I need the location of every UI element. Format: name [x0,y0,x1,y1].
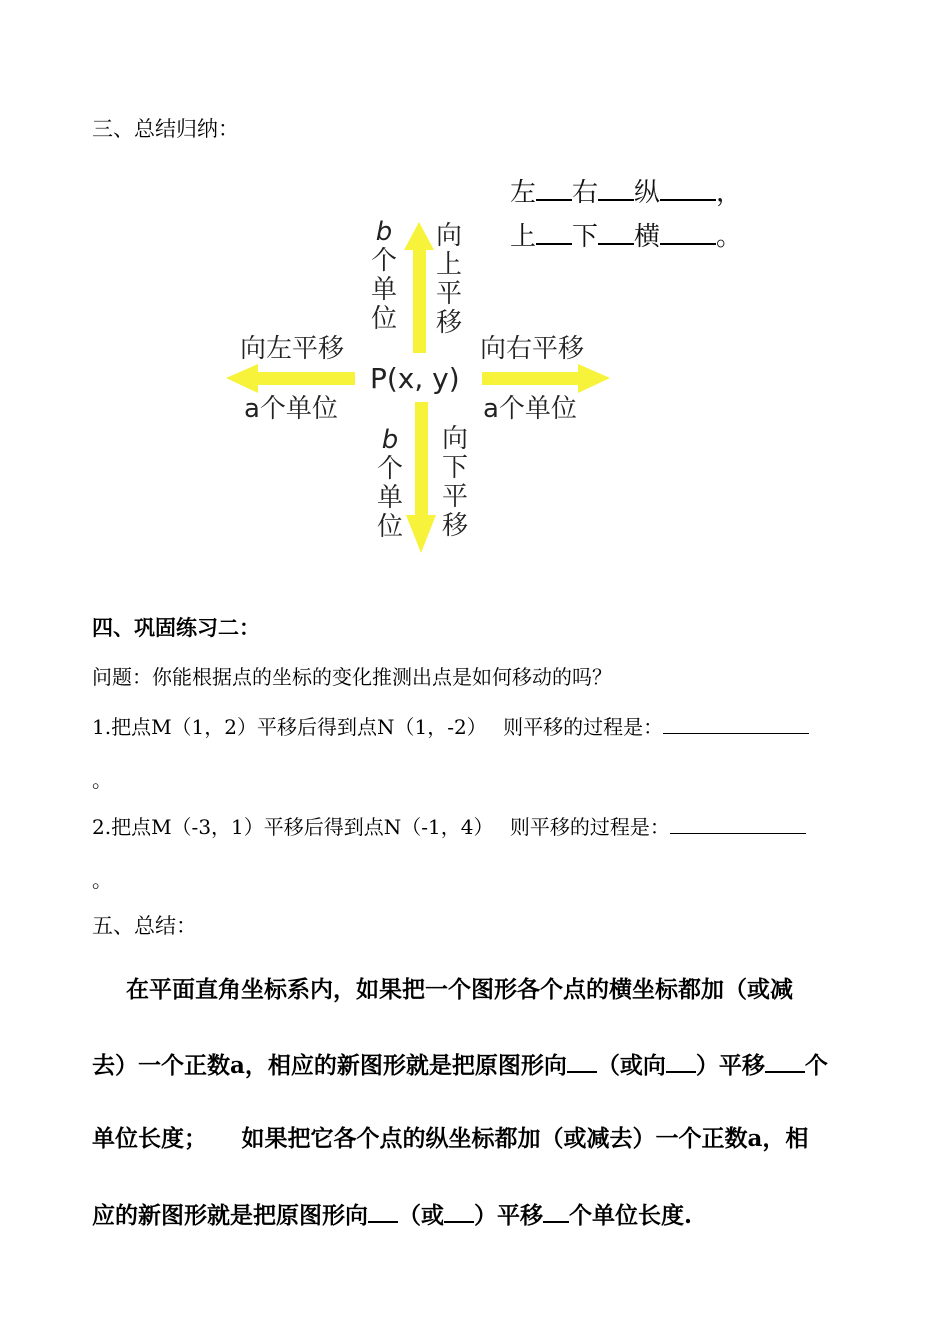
exercise-1 [92,711,809,740]
left-direction-label: 向左平移 [240,334,345,364]
rule-period: 。 [716,222,743,252]
summary-line-2-part-a: 去）一个正数a，相应的新图形就是把原图形向 [92,1052,567,1079]
rule-right: 右 [572,178,599,208]
translation-diagram [0,0,950,600]
up-units-char: 单 [370,275,398,305]
summary-line-3: 单位长度； 如果把它各个点的纵坐标都加（或减去）一个正数a，相 [92,1125,809,1152]
blank-direction-1[interactable] [567,1045,597,1073]
exercise-1-answer-blank[interactable] [663,711,809,734]
section-3-title: 三、总结归纳： [92,117,239,141]
summary-line-2-part-d: 个 [804,1052,828,1079]
section-4-title: 四、巩固练习二： [92,615,260,640]
up-dir-char: 移 [435,308,463,338]
exercise-1-end: 。 [92,768,112,792]
down-arrow [406,402,436,553]
summary-line-4-part-b: （或 [398,1202,444,1229]
blank-direction-4[interactable] [444,1195,474,1223]
rule-up: 上 [510,222,537,252]
down-dir-char: 平 [441,482,469,512]
blank-direction-3[interactable] [368,1195,398,1223]
exercise-2 [92,811,806,840]
down-dir-char: 移 [441,511,469,541]
right-arrow [482,364,610,393]
exercise-1-text: 1.把点M（1，2）平移后得到点N（1，-2） 则平移的过程是： [92,715,664,739]
blank-units-1[interactable] [765,1045,805,1073]
section-5-title: 五、总结： [92,914,197,938]
down-units-label [377,425,403,542]
summary-line-4-part-c: ）平移 [474,1202,543,1229]
blank-units-2[interactable] [543,1195,569,1223]
question-text: 问题：你能根据点的坐标的变化推测出点是如何移动的吗？ [92,665,612,689]
up-arrow [404,222,434,353]
exercise-2-end: 。 [92,868,112,892]
down-units-char: 位 [376,512,404,542]
exercise-2-text: 2.把点M（-3，1）平移后得到点N（-1，4） 则平移的过程是： [92,815,670,839]
summary-line-4-part-d: 个单位长度. [569,1202,693,1229]
summary-line-2-part-b: （或向 [596,1052,666,1079]
rule-down: 下 [572,222,599,252]
up-units-char: 个 [370,246,398,276]
down-units-char: 个 [376,454,404,484]
up-direction-label [436,221,462,338]
summary-line-4-part-a: 应的新图形就是把原图形向 [92,1202,368,1229]
rule-horizontal-coord: 横 [634,222,661,252]
down-units-char: 单 [376,483,404,513]
down-dir-char: 下 [441,453,469,483]
exercise-2-answer-blank[interactable] [670,811,806,834]
summary-line-2-part-c: ）平移 [695,1052,765,1079]
rule-comma: ， [716,178,743,208]
up-dir-char: 向 [435,221,463,251]
up-dir-char: 上 [435,250,463,280]
summary-line-1: 在平面直角坐标系内，如果把一个图形各个点的横坐标都加（或减 [126,976,793,1003]
up-units-label [371,217,397,334]
right-units-label: a个单位 [483,394,577,424]
rule-left: 左 [510,178,537,208]
right-direction-label: 向右平移 [480,334,585,364]
up-units-char: 位 [370,304,398,334]
down-direction-label [442,424,468,541]
rule-vertical-coord: 纵 [634,178,661,208]
blank-direction-2[interactable] [666,1045,696,1073]
summary-line-2 [92,1045,828,1080]
center-point-label: P(x, y) [370,362,460,395]
up-dir-char: 平 [435,279,463,309]
down-dir-char: 向 [441,424,469,454]
left-arrow [226,364,355,393]
summary-line-4 [92,1195,692,1230]
down-units-char: b [381,425,399,455]
up-units-char: b [375,217,393,247]
left-units-label: a个单位 [244,394,338,424]
